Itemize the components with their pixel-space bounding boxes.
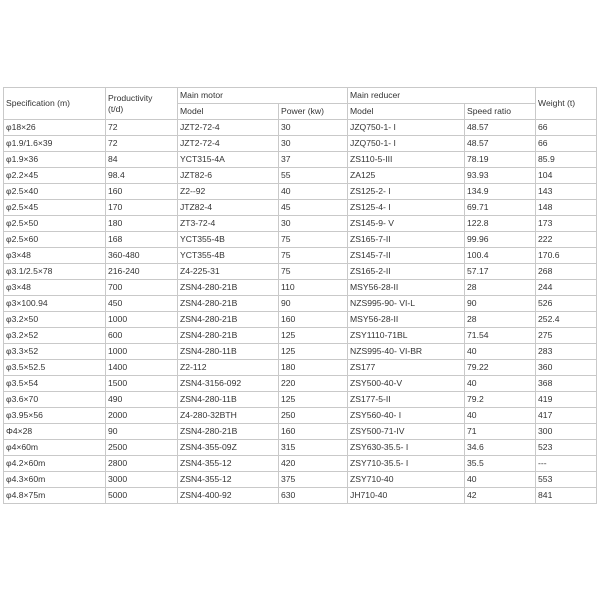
speed-ratio-cell: 93.93 — [465, 168, 536, 184]
reducer-model-cell: ZS177-5-II — [348, 392, 465, 408]
speed-ratio-cell: 40 — [465, 472, 536, 488]
productivity-cell: 180 — [106, 216, 178, 232]
header-productivity-line1: Productivity — [108, 92, 153, 103]
spec-cell: φ1.9×36 — [4, 152, 106, 168]
speed-ratio-cell: 48.57 — [465, 120, 536, 136]
motor-model-cell: YCT355-4B — [178, 248, 279, 264]
motor-model-cell: ZSN4-280-21B — [178, 424, 279, 440]
reducer-model-cell: JZQ750-1- I — [348, 120, 465, 136]
spec-cell: φ4.3×60m — [4, 472, 106, 488]
productivity-cell: 2800 — [106, 456, 178, 472]
motor-model-cell: ZSN4-280-11B — [178, 392, 279, 408]
header-weight: Weight (t) — [536, 88, 597, 120]
weight-cell: 841 — [536, 488, 597, 504]
motor-model-cell: ZSN4-3156-092 — [178, 376, 279, 392]
motor-power-cell: 630 — [279, 488, 348, 504]
spec-cell: φ3×48 — [4, 280, 106, 296]
productivity-cell: 1000 — [106, 312, 178, 328]
motor-power-cell: 75 — [279, 232, 348, 248]
productivity-cell: 1000 — [106, 344, 178, 360]
speed-ratio-cell: 40 — [465, 408, 536, 424]
table-row — [4, 376, 597, 392]
productivity-cell: 2500 — [106, 440, 178, 456]
table-row — [4, 200, 597, 216]
weight-cell: 526 — [536, 296, 597, 312]
productivity-cell: 216-240 — [106, 264, 178, 280]
motor-model-cell: YCT355-4B — [178, 232, 279, 248]
motor-model-cell: ZSN4-280-21B — [178, 280, 279, 296]
spec-cell: Φ4×28 — [4, 424, 106, 440]
reducer-model-cell: ZS145-9- V — [348, 216, 465, 232]
weight-cell: 360 — [536, 360, 597, 376]
spec-cell: φ2.5×60 — [4, 232, 106, 248]
weight-cell: --- — [536, 456, 597, 472]
productivity-cell: 490 — [106, 392, 178, 408]
motor-model-cell: ZSN4-280-21B — [178, 312, 279, 328]
motor-model-cell: JZT2-72-4 — [178, 120, 279, 136]
table-row — [4, 472, 597, 488]
productivity-cell: 1500 — [106, 376, 178, 392]
header-reducer-model: Model — [348, 104, 465, 120]
speed-ratio-cell: 71 — [465, 424, 536, 440]
header-productivity-line2: (t/d) — [108, 103, 124, 114]
productivity-cell: 600 — [106, 328, 178, 344]
motor-power-cell: 37 — [279, 152, 348, 168]
productivity-cell: 168 — [106, 232, 178, 248]
weight-cell: 283 — [536, 344, 597, 360]
spec-cell: φ2.5×45 — [4, 200, 106, 216]
productivity-cell: 84 — [106, 152, 178, 168]
productivity-cell: 3000 — [106, 472, 178, 488]
motor-model-cell: ZSN4-400-92 — [178, 488, 279, 504]
spec-cell: φ1.9/1.6×39 — [4, 136, 106, 152]
motor-power-cell: 75 — [279, 264, 348, 280]
reducer-model-cell: ZSY710-40 — [348, 472, 465, 488]
table-row — [4, 264, 597, 280]
header-specification: Specification (m) — [4, 88, 106, 120]
speed-ratio-cell: 48.57 — [465, 136, 536, 152]
speed-ratio-cell: 78.19 — [465, 152, 536, 168]
motor-power-cell: 45 — [279, 200, 348, 216]
spec-cell: φ3.2×52 — [4, 328, 106, 344]
weight-cell: 148 — [536, 200, 597, 216]
reducer-model-cell: ZSY710-35.5- I — [348, 456, 465, 472]
productivity-cell: 360-480 — [106, 248, 178, 264]
table-row — [4, 328, 597, 344]
reducer-model-cell: MSY56-28-II — [348, 312, 465, 328]
motor-model-cell: ZSN4-355-12 — [178, 472, 279, 488]
reducer-model-cell: ZS177 — [348, 360, 465, 376]
table-row — [4, 216, 597, 232]
weight-cell: 419 — [536, 392, 597, 408]
table-row — [4, 184, 597, 200]
reducer-model-cell: ZSY500-40-V — [348, 376, 465, 392]
table-row — [4, 296, 597, 312]
weight-cell: 222 — [536, 232, 597, 248]
speed-ratio-cell: 134.9 — [465, 184, 536, 200]
table-row — [4, 248, 597, 264]
motor-power-cell: 160 — [279, 424, 348, 440]
reducer-model-cell: JH710-40 — [348, 488, 465, 504]
motor-power-cell: 315 — [279, 440, 348, 456]
weight-cell: 85.9 — [536, 152, 597, 168]
speed-ratio-cell: 40 — [465, 376, 536, 392]
motor-power-cell: 40 — [279, 184, 348, 200]
reducer-model-cell: NZS995-40- VI-BR — [348, 344, 465, 360]
reducer-model-cell: MSY56-28-II — [348, 280, 465, 296]
weight-cell: 173 — [536, 216, 597, 232]
table-row — [4, 168, 597, 184]
weight-cell: 275 — [536, 328, 597, 344]
motor-model-cell: JZT82-6 — [178, 168, 279, 184]
spec-cell: φ3.6×70 — [4, 392, 106, 408]
weight-cell: 553 — [536, 472, 597, 488]
weight-cell: 104 — [536, 168, 597, 184]
header-row-top — [4, 88, 597, 104]
table-row — [4, 392, 597, 408]
motor-power-cell: 30 — [279, 120, 348, 136]
header-main-reducer: Main reducer — [348, 88, 536, 104]
spec-cell: φ2.2×45 — [4, 168, 106, 184]
table-row — [4, 456, 597, 472]
reducer-model-cell: ZA125 — [348, 168, 465, 184]
motor-model-cell: Z2--92 — [178, 184, 279, 200]
motor-power-cell: 160 — [279, 312, 348, 328]
weight-cell: 143 — [536, 184, 597, 200]
productivity-cell: 160 — [106, 184, 178, 200]
motor-power-cell: 220 — [279, 376, 348, 392]
spec-cell: φ3.5×52.5 — [4, 360, 106, 376]
motor-model-cell: JZT2-72-4 — [178, 136, 279, 152]
motor-power-cell: 125 — [279, 344, 348, 360]
spec-cell: φ2.5×50 — [4, 216, 106, 232]
header-motor-power: Power (kw) — [279, 104, 348, 120]
header-productivity — [106, 88, 178, 120]
weight-cell: 252.4 — [536, 312, 597, 328]
motor-power-cell: 250 — [279, 408, 348, 424]
table-row — [4, 120, 597, 136]
motor-model-cell: ZSN4-280-21B — [178, 328, 279, 344]
motor-power-cell: 420 — [279, 456, 348, 472]
motor-power-cell: 30 — [279, 216, 348, 232]
weight-cell: 66 — [536, 120, 597, 136]
table-row — [4, 280, 597, 296]
table-row — [4, 152, 597, 168]
weight-cell: 417 — [536, 408, 597, 424]
motor-power-cell: 75 — [279, 248, 348, 264]
table-row — [4, 360, 597, 376]
motor-model-cell: ZSN4-355-09Z — [178, 440, 279, 456]
reducer-model-cell: ZS125-4- I — [348, 200, 465, 216]
table-row — [4, 136, 597, 152]
speed-ratio-cell: 57.17 — [465, 264, 536, 280]
table-row — [4, 408, 597, 424]
speed-ratio-cell: 28 — [465, 312, 536, 328]
reducer-model-cell: ZS165-2-II — [348, 264, 465, 280]
table-row — [4, 424, 597, 440]
header-main-motor: Main motor — [178, 88, 348, 104]
weight-cell: 66 — [536, 136, 597, 152]
spec-cell: φ3×48 — [4, 248, 106, 264]
reducer-model-cell: ZSY500-71-IV — [348, 424, 465, 440]
speed-ratio-cell: 90 — [465, 296, 536, 312]
motor-model-cell: ZSN4-355-12 — [178, 456, 279, 472]
reducer-model-cell: JZQ750-1- I — [348, 136, 465, 152]
table-row — [4, 312, 597, 328]
motor-power-cell: 125 — [279, 392, 348, 408]
motor-model-cell: JTZ82-4 — [178, 200, 279, 216]
speed-ratio-cell: 100.4 — [465, 248, 536, 264]
spec-cell: φ4.8×75m — [4, 488, 106, 504]
productivity-cell: 72 — [106, 136, 178, 152]
reducer-model-cell: ZSY630-35.5- I — [348, 440, 465, 456]
weight-cell: 268 — [536, 264, 597, 280]
table-body — [4, 120, 597, 504]
spec-table — [3, 87, 597, 504]
productivity-cell: 170 — [106, 200, 178, 216]
motor-model-cell: Z4-280-32BTH — [178, 408, 279, 424]
reducer-model-cell: ZS165-7-II — [348, 232, 465, 248]
spec-cell: φ3.2×50 — [4, 312, 106, 328]
spec-cell: φ4×60m — [4, 440, 106, 456]
speed-ratio-cell: 122.8 — [465, 216, 536, 232]
speed-ratio-cell: 99.96 — [465, 232, 536, 248]
motor-power-cell: 55 — [279, 168, 348, 184]
speed-ratio-cell: 79.22 — [465, 360, 536, 376]
weight-cell: 300 — [536, 424, 597, 440]
spec-cell: φ3×100.94 — [4, 296, 106, 312]
table-row — [4, 344, 597, 360]
speed-ratio-cell: 69.71 — [465, 200, 536, 216]
spec-cell: φ4.2×60m — [4, 456, 106, 472]
speed-ratio-cell: 35.5 — [465, 456, 536, 472]
productivity-cell: 72 — [106, 120, 178, 136]
motor-power-cell: 90 — [279, 296, 348, 312]
spec-cell: φ3.3×52 — [4, 344, 106, 360]
motor-model-cell: Z4-225-31 — [178, 264, 279, 280]
spec-cell: φ3.1/2.5×78 — [4, 264, 106, 280]
spec-table-container — [3, 87, 596, 504]
spec-cell: φ2.5×40 — [4, 184, 106, 200]
motor-power-cell: 110 — [279, 280, 348, 296]
productivity-cell: 90 — [106, 424, 178, 440]
reducer-model-cell: ZSY1110-71BL — [348, 328, 465, 344]
speed-ratio-cell: 79.2 — [465, 392, 536, 408]
weight-cell: 244 — [536, 280, 597, 296]
motor-model-cell: ZT3-72-4 — [178, 216, 279, 232]
productivity-cell: 5000 — [106, 488, 178, 504]
spec-cell: φ3.95×56 — [4, 408, 106, 424]
spec-cell: φ3.5×54 — [4, 376, 106, 392]
motor-power-cell: 375 — [279, 472, 348, 488]
reducer-model-cell: ZS110-5-III — [348, 152, 465, 168]
speed-ratio-cell: 40 — [465, 344, 536, 360]
speed-ratio-cell: 42 — [465, 488, 536, 504]
motor-model-cell: Z2-112 — [178, 360, 279, 376]
weight-cell: 170.6 — [536, 248, 597, 264]
weight-cell: 523 — [536, 440, 597, 456]
reducer-model-cell: ZS125-2- I — [348, 184, 465, 200]
table-row — [4, 232, 597, 248]
motor-power-cell: 30 — [279, 136, 348, 152]
productivity-cell: 700 — [106, 280, 178, 296]
productivity-cell: 2000 — [106, 408, 178, 424]
weight-cell: 368 — [536, 376, 597, 392]
motor-power-cell: 180 — [279, 360, 348, 376]
table-row — [4, 488, 597, 504]
motor-power-cell: 125 — [279, 328, 348, 344]
reducer-model-cell: ZS145-7-II — [348, 248, 465, 264]
productivity-cell: 98.4 — [106, 168, 178, 184]
table-row — [4, 440, 597, 456]
reducer-model-cell: ZSY560-40- I — [348, 408, 465, 424]
speed-ratio-cell: 34.6 — [465, 440, 536, 456]
speed-ratio-cell: 28 — [465, 280, 536, 296]
reducer-model-cell: NZS995-90- VI-L — [348, 296, 465, 312]
motor-model-cell: ZSN4-280-21B — [178, 296, 279, 312]
productivity-cell: 1400 — [106, 360, 178, 376]
spec-cell: φ18×26 — [4, 120, 106, 136]
speed-ratio-cell: 71.54 — [465, 328, 536, 344]
motor-model-cell: YCT315-4A — [178, 152, 279, 168]
header-motor-model: Model — [178, 104, 279, 120]
header-reducer-speed-ratio: Speed ratio — [465, 104, 536, 120]
productivity-cell: 450 — [106, 296, 178, 312]
motor-model-cell: ZSN4-280-11B — [178, 344, 279, 360]
